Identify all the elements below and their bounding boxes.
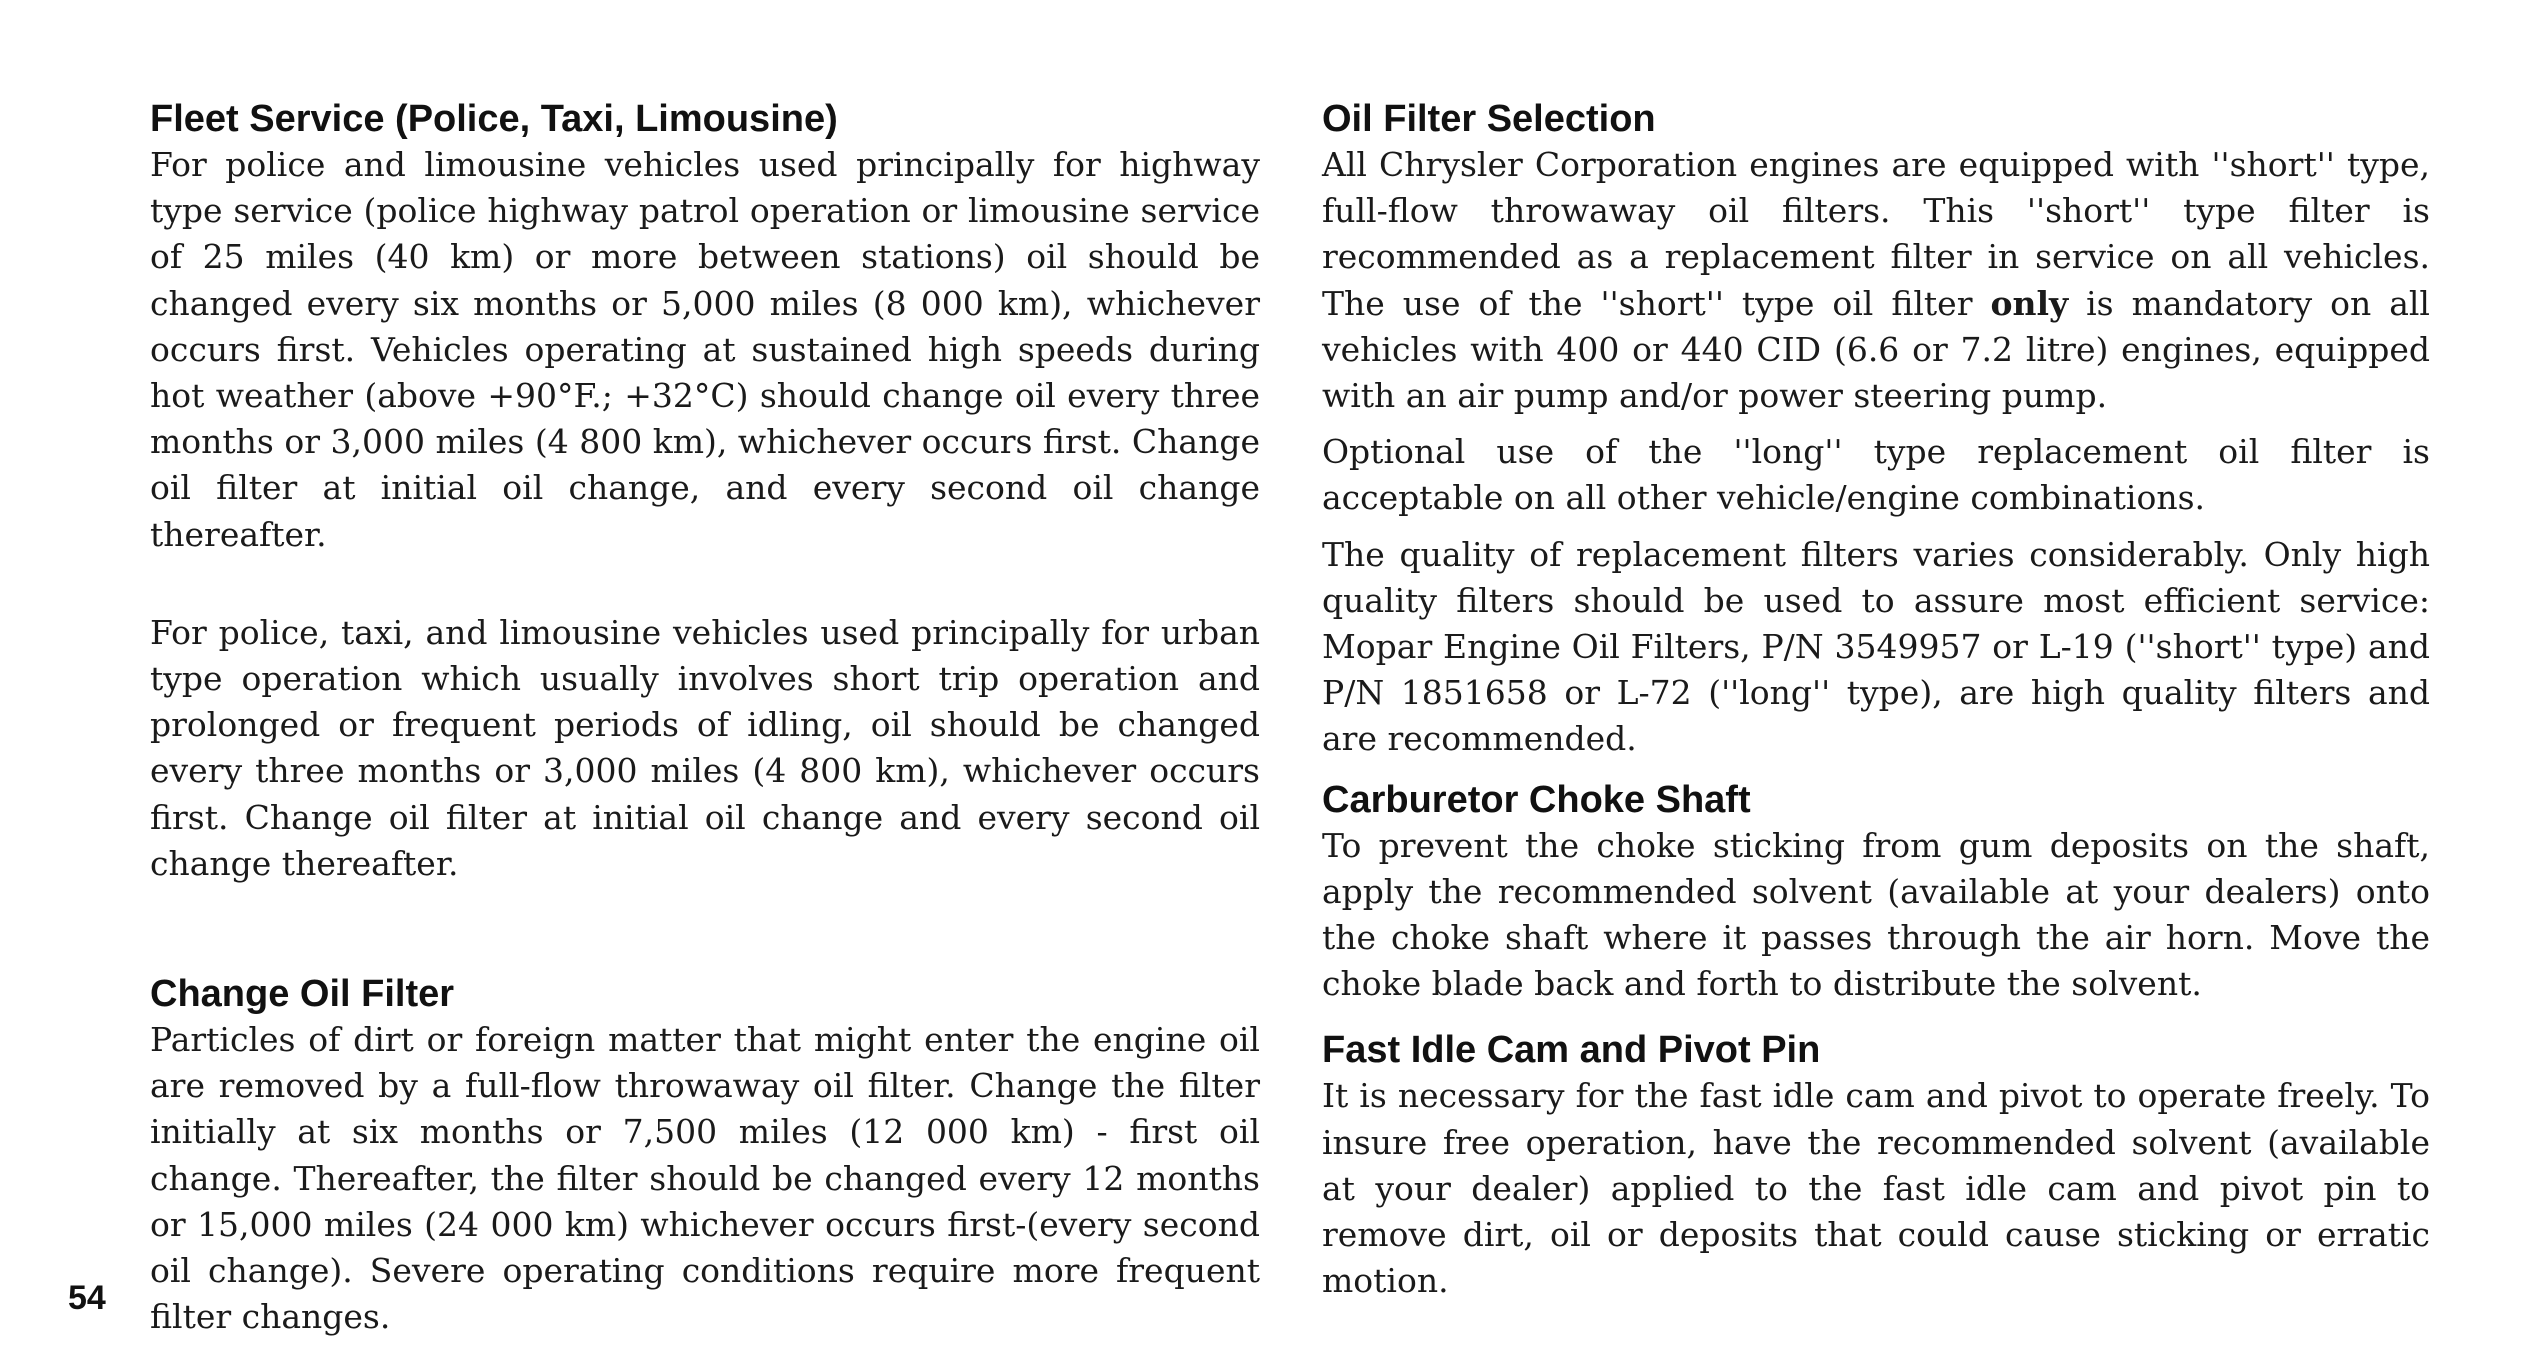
fleet-service-heading: Fleet Service (Police, Taxi, Limousine) bbox=[150, 98, 838, 140]
filter-quality-paragraph: The quality of replacement filters varies considerably. Only high quality filters should be used to assure most efficient service: Mopar Engine Oil Filters, P/N 3549957 or L-19 (''short'' type) and P/N 1851658 or L-72 (''long'' type), are high quality filters and are recommended. bbox=[1322, 534, 2430, 759]
change-oil-filter-section bbox=[150, 971, 1260, 1340]
fast-idle-cam-heading: Fast Idle Cam and Pivot Pin bbox=[1322, 1029, 1821, 1072]
oil-filter-selection-heading: Oil Filter Selection bbox=[1322, 98, 1656, 140]
fleet-service-urban-paragraph: For police, taxi, and limousine vehicles used principally for urban type operation which usually involves short trip operation and prolonged or frequent periods of idling, oil should be changed every three months or 3,000 miles (4 800 km), whichever occurs first. Change oil filter at initial oil change and every second oil change thereafter. bbox=[150, 612, 1260, 883]
fast-idle-cam-paragraph: It is necessary for the fast idle cam and pivot to operate freely. To insure free operation, have the recommended solvent (available at your dealer) applied to the fast idle cam and pivot pin to remove dirt, oil or deposits that could cause sticking or erratic motion. bbox=[1322, 1076, 2430, 1301]
change-oil-filter-paragraph: Particles of dirt or foreign matter that might enter the engine oil are removed by a full-flow throwaway oil filter. Change the filter initially at six months or 7,500 miles (12 000 km) - first oil change. Thereafter, the filter should be changed every 12 months or 15,000 miles (24 000 km) whichever occurs first-(every second oil change). Severe operating conditions require more frequent filter changes. bbox=[150, 1020, 1260, 1337]
oil-filter-text-before-bold: All Chrysler Corporation engines are equipped with ''short'' type, full-flow throwaway oil filters. This ''short'' type filter is recommended as a replacement filter in service on all vehicles. The use of the ''short'' type oil filter bbox=[1322, 145, 2430, 323]
carburetor-choke-shaft-paragraph: To prevent the choke sticking from gum deposits on the shaft, apply the recommended solvent (available at your dealers) onto the choke shaft where it passes through the air horn. Move the choke blade back and forth to distribute the solvent. bbox=[1322, 825, 2430, 1004]
optional-long-filter-paragraph: Optional use of the ''long'' type replacement oil filter is acceptable on all other vehicle/engine combinations. bbox=[1322, 432, 2430, 518]
carburetor-choke-shaft-heading: Carburetor Choke Shaft bbox=[1322, 778, 1751, 821]
oil-filter-selection-section bbox=[1322, 96, 2430, 763]
emphasis-only: only bbox=[1990, 283, 2069, 323]
change-oil-filter-heading: Change Oil Filter bbox=[150, 973, 455, 1016]
page-number: 54 bbox=[68, 1279, 106, 1317]
fleet-service-highway-paragraph: For police and limousine vehicles used principally for highway type service (police highway patrol operation or limousine service of 25 miles (40 km) or more between stations) oil should be changed every six months or 5,000 miles (8 000 km), whichever occurs first. Vehicles operating at sustained high speeds during hot weather (above +90°F.; +32°C) should change oil every three months or 3,000 miles (4 800 km), whichever occurs first. Change oil filter at initial oil change, and every second oil change thereafter. bbox=[150, 145, 1260, 554]
left-column bbox=[150, 96, 1260, 1340]
carburetor-choke-shaft-section bbox=[1322, 777, 2430, 1008]
oil-filter-selection-paragraph bbox=[1322, 142, 2430, 419]
right-column bbox=[1322, 96, 2430, 1304]
fleet-service-section bbox=[150, 96, 1260, 887]
oil-filter-text-after-bold: is mandatory on all vehicles with 400 or 440 CID (6.6 or 7.2 litre) engines, equipped with an air pump and/or power steering pump. bbox=[1322, 283, 2430, 416]
fast-idle-cam-section bbox=[1322, 1027, 2430, 1304]
